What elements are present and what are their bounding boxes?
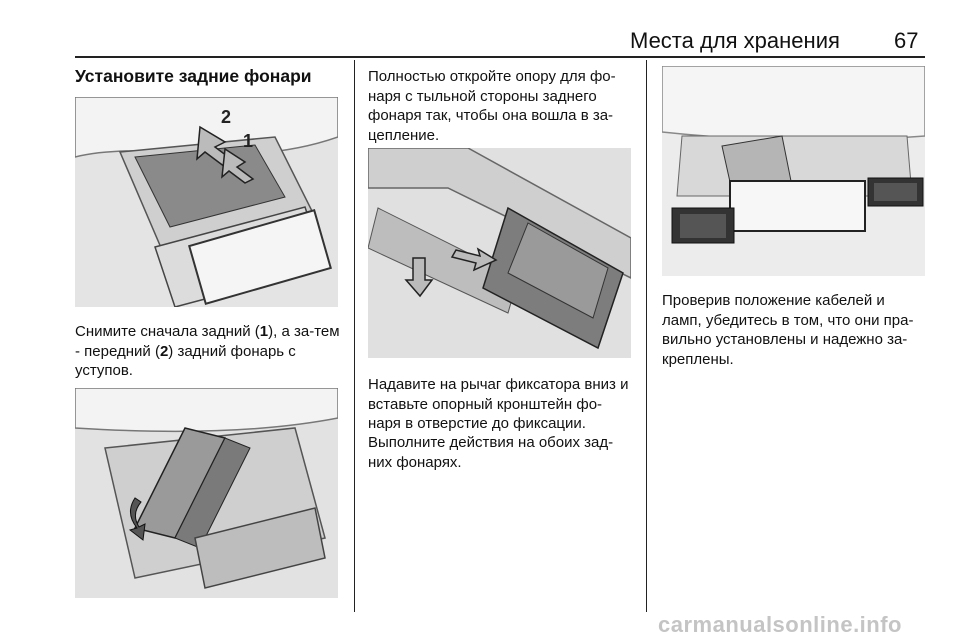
- instruction-both-lamps: Выполните действия на обоих зад-них фонарях.: [368, 434, 614, 471]
- figure-installed-lamps-illustration: [662, 66, 925, 276]
- instruction-check-cables: Проверив положение кабелей и ламп, убедитесь в том, что они пра-вильно установлены и надежно за-креплены.: [662, 292, 914, 368]
- figure-bracket-illustration: [368, 148, 631, 358]
- section-heading: Установите задние фонари: [75, 66, 312, 86]
- figure-lever: [75, 388, 338, 598]
- column-divider: [354, 60, 355, 612]
- header-rule: [75, 56, 925, 58]
- figure-bracket: [368, 148, 631, 358]
- callout-2: 2: [221, 107, 232, 127]
- callout-1: 1: [243, 131, 254, 151]
- instruction-open-bracket: Полностью откройте опору для фо-наря с тыльной стороны заднего фонаря так, чтобы она вошла в за-цепление.: [368, 68, 616, 144]
- watermark: carmanualsonline.info: [658, 612, 902, 637]
- page-number: 67: [894, 28, 919, 53]
- figure-installed-lamps: [662, 66, 925, 276]
- figure-remove-lamps: [75, 97, 338, 307]
- page-header-title: Места для хранения: [630, 28, 840, 53]
- instruction-remove-lamps: Снимите сначала задний (1), а за-тем - передний (2) задний фонарь с уступов.: [75, 323, 340, 379]
- figure-remove-lamps-illustration: [75, 97, 338, 307]
- instruction-press-lever: Надавите на рычаг фиксатора вниз и вставьте опорный кронштейн фо-наря в отверстие до фиксации.: [368, 376, 629, 432]
- column-divider: [646, 60, 647, 612]
- figure-lever-illustration: [75, 388, 338, 598]
